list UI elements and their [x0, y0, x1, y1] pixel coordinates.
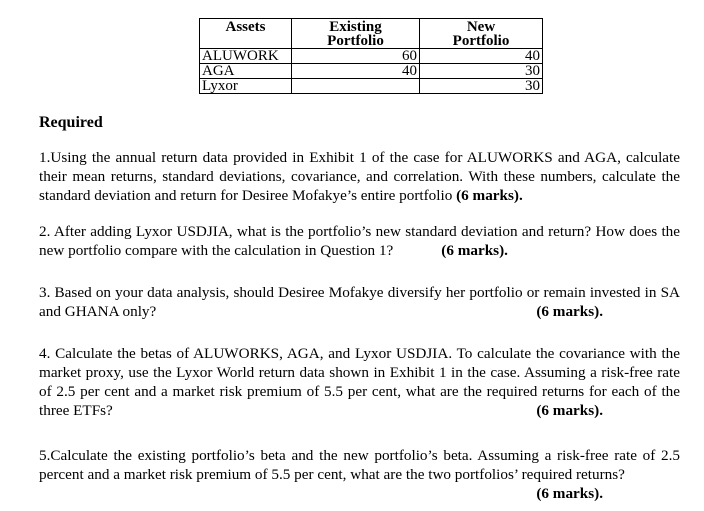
new-weight: 30: [420, 64, 543, 79]
question-4-text: 4. Calculate the betas of ALUWORKS, AGA, and Lyxor USDJIA. To calculate the covariance with the market proxy, use the Lyxor World return data shown in Exhibit 1 in the case. Assuming a risk-free rate of 2.5 per cent and a market risk premium of 5.5 per cent, what are the required returns for each of the three ETFs?: [39, 345, 680, 419]
required-heading: Required: [39, 114, 103, 131]
new-weight: 40: [420, 49, 543, 64]
table-header-row: [200, 19, 543, 49]
question-4-marks: (6 marks).: [536, 402, 603, 419]
header-assets-label: Assets: [225, 19, 266, 35]
header-assets: [200, 19, 292, 49]
question-1-marks: (6 marks).: [456, 187, 523, 204]
header-existing-portfolio: [292, 19, 420, 49]
question-1-text: 1.Using the annual return data provided in Exhibit 1 of the case for ALUWORKS and AGA, calculate their mean returns, standard deviations, covariance, and correlation. With these numbers, calculate the standard deviation and return for Desiree Mofakye’s entire portfolio: [39, 149, 680, 204]
question-5-marks: (6 marks).: [536, 485, 603, 502]
question-2-marks: (6 marks).: [441, 242, 508, 259]
existing-weight: 60: [292, 49, 420, 64]
question-4: [39, 344, 680, 420]
question-3-text: 3. Based on your data analysis, should Desiree Mofakye diversify her portfolio or remain invested in SA and GHANA only?: [39, 284, 680, 320]
asset-name: Lyxor: [200, 79, 292, 94]
portfolio-table: [199, 18, 543, 94]
existing-weight: 40: [292, 64, 420, 79]
question-5: [39, 446, 680, 503]
new-weight: 30: [420, 79, 543, 94]
table-row: [200, 49, 543, 64]
table-row: [200, 79, 543, 94]
header-new-line2: Portfolio: [452, 33, 510, 49]
question-1: [39, 148, 680, 205]
header-existing-line1: Existing: [329, 19, 382, 35]
question-3: [39, 283, 680, 321]
existing-weight: [292, 79, 420, 94]
header-existing-line2: Portfolio: [327, 33, 384, 49]
question-5-text: 5.Calculate the existing portfolio’s beta and the new portfolio’s beta. Assuming a risk-free rate of 2.5 percent and a market risk premium of 5.5 per cent, what are the two portfolios’ required returns?: [39, 447, 680, 483]
asset-name: AGA: [200, 64, 292, 79]
header-new-portfolio: [420, 19, 543, 49]
question-2-text: 2. After adding Lyxor USDJIA, what is the portfolio’s new standard deviation and return? How does the new portfolio compare with the calculation in Question 1?: [39, 223, 680, 259]
asset-name: ALUWORK: [200, 49, 292, 64]
header-new-line1: New: [466, 19, 496, 35]
question-2: [39, 222, 680, 260]
table-row: [200, 64, 543, 79]
question-3-marks: (6 marks).: [536, 303, 603, 320]
